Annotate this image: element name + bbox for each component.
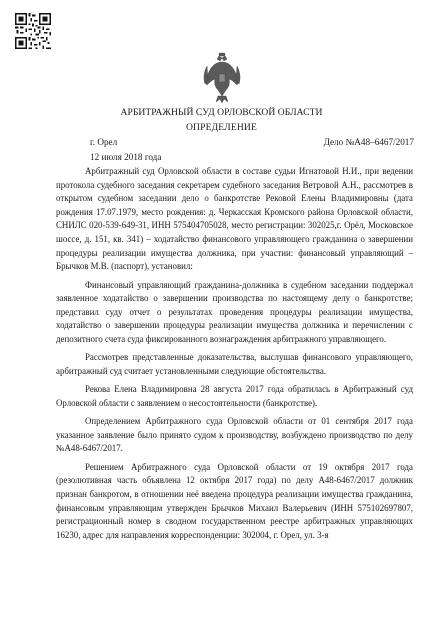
paragraph: Финансовый управляющий гражданина-должника в судебном заседании поддержал заявленное ходатайство о завершении производства по настоящему делу о банкротстве; представил суду отчет о результатах проведения процедуры реализации имущества, ходатайство о завершении процедуры реализации имущества должника и перечислении с депозитного счета суда фиксированного вознаграждения арбитражного управляющего. bbox=[56, 279, 413, 344]
paragraph: Рекова Елена Владимировна 28 августа 2017 года обратилась в Арбитражный суд Орловской области с заявлением о несостоятельности (банкротстве). bbox=[56, 384, 413, 408]
qr-code bbox=[15, 13, 51, 49]
document-date: 12 июля 2018 года bbox=[90, 152, 162, 162]
paragraph: Рассмотрев представленные доказательства, выслушав финансового управляющего, арбитражный суд считает установленными следующие обстоятельства. bbox=[56, 352, 413, 376]
double-headed-eagle-emblem bbox=[202, 52, 242, 104]
document-title: ОПРЕДЕЛЕНИЕ bbox=[185, 122, 258, 133]
city: г. Орел bbox=[90, 137, 118, 147]
document-body bbox=[56, 165, 413, 547]
court-name: АРБИТРАЖНЫЙ СУД ОРЛОВСКОЙ ОБЛАСТИ bbox=[120, 107, 323, 118]
paragraph: Определением Арбитражного суда Орловской области от 01 сентября 2017 года указанное заявление было принято судом к производству, возбуждено производство по делу №А48-6467/2017. bbox=[56, 416, 413, 454]
case-number: Дело №А48–6467/2017 bbox=[323, 137, 414, 147]
paragraph: Арбитражный суд Орловской области в составе судьи Игнатовой Н.И., при ведении протокола судебного заседания секретарем судебного заседания Ветровой А.Н., рассмотрев в открытом судебном заседании дело о банкротстве Рековой Елены Владимировны (дата рождения 17.07.1979, место рождения: д. Черкасская Кромского района Орловской области, СНИЛС 020-539-649-31, ИНН 575404705028, место регистрации: 302025,г. Орёл, Московское шоссе, д. 151, кв. 341) – ходатайство финансового управляющего гражданина о завершении процедуры реализации имущества должника, при участии: финансовый управляющий – Брычков М.В. (паспорт), установил: bbox=[56, 166, 413, 272]
paragraph: Решением Арбитражного суда Орловской области от 19 октября 2017 года (резолютивная часть объявлена 12 октября 2017 года) по делу А48-6467/2017 должник признан банкротом, в отношении неё введена процедура реализации имущества гражданина, финансовым управляющим утвержден Брычков Михаил Валерьевич (ИНН 575102697807, регистрационный номер в сводном государственном реестре арбитражных управляющих 16230, адрес для направления корреспонденции: 302004, г. Орел, ул. 3-я bbox=[56, 461, 413, 540]
